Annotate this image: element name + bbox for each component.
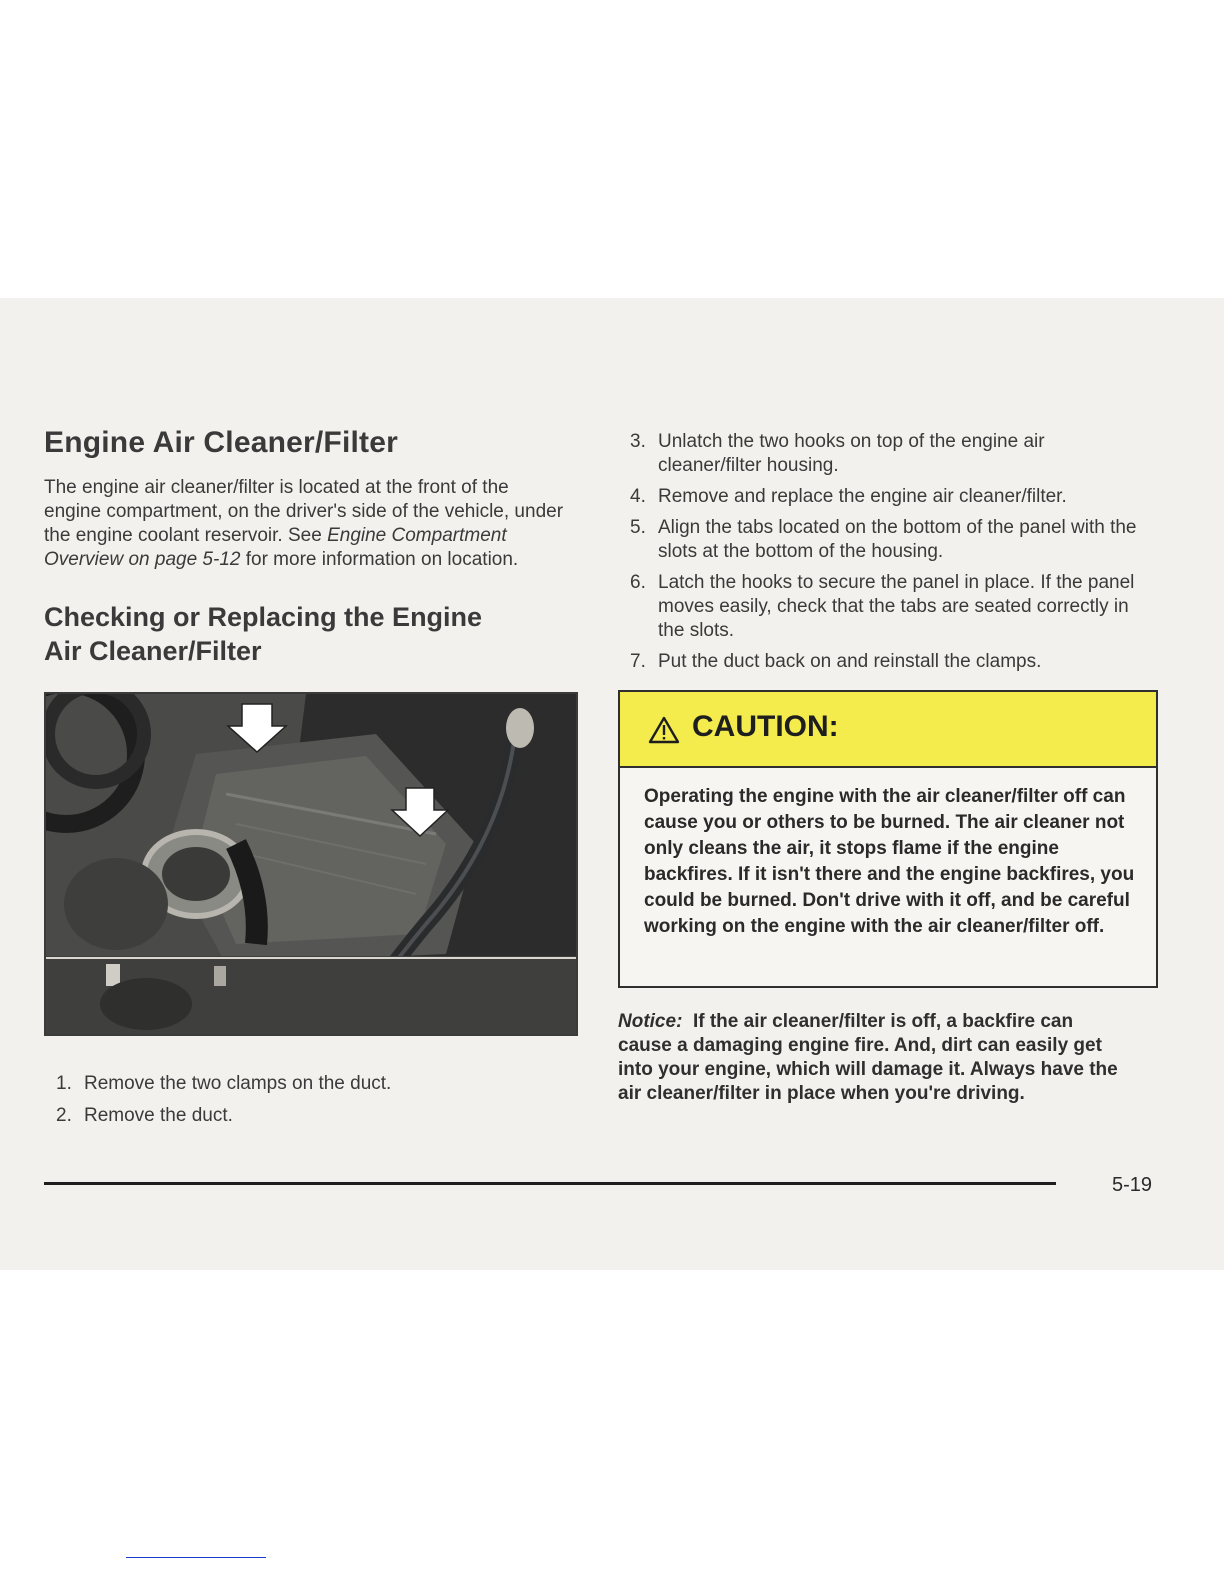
list-item bbox=[618, 516, 1148, 564]
warning-triangle-icon bbox=[648, 716, 680, 744]
step-text: Remove the duct. bbox=[84, 1105, 233, 1126]
intro-text-1: The engine air cleaner/filter is located at the front of the engine compartment, on the driver's side of the vehicle, under the engine coolant reservoir. See bbox=[44, 477, 564, 546]
notice-paragraph bbox=[618, 1010, 1118, 1106]
list-item bbox=[618, 430, 1148, 478]
step-number: 3. bbox=[630, 431, 646, 452]
step-text: Align the tabs located on the bottom of the panel with the slots at the bottom of the housing. bbox=[658, 517, 1137, 562]
engine-air-cleaner-photo bbox=[44, 692, 578, 1036]
step-text: Remove and replace the engine air cleaner/filter. bbox=[658, 486, 1067, 507]
subsection-title-line-2: Air Cleaner/Filter bbox=[44, 636, 262, 666]
list-item bbox=[44, 1072, 584, 1096]
footer-rule bbox=[44, 1182, 1056, 1185]
intro-text-2: for more information on location. bbox=[240, 549, 519, 570]
step-text: Latch the hooks to secure the panel in place. If the panel moves easily, check that the tabs are seated correctly in the slots. bbox=[658, 572, 1135, 641]
step-number: 2. bbox=[56, 1105, 72, 1126]
step-number: 7. bbox=[630, 651, 646, 672]
link-underline-mark bbox=[126, 1557, 266, 1558]
page-number: 5-19 bbox=[1112, 1174, 1153, 1196]
step-number: 5. bbox=[630, 517, 646, 538]
caution-text: Operating the engine with the air cleaner/filter off can cause you or others to be burned. The air cleaner not only cleans the air, it stops flame if the engine backfires. If it isn't there and the engine backfires, you could be burned. Don't drive with it off, and be careful working on the engine with the air cleaner/filter off. bbox=[644, 786, 1135, 937]
steps-list-right bbox=[618, 430, 1148, 674]
list-item bbox=[618, 650, 1148, 674]
caution-box bbox=[618, 690, 1158, 988]
engine-photo-illustration bbox=[46, 694, 576, 1034]
subsection-title-line-1: Checking or Replacing the Engine bbox=[44, 602, 483, 632]
step-number: 1. bbox=[56, 1073, 72, 1094]
notice-text: If the air cleaner/filter is off, a backfire can cause a damaging engine fire. And, dirt can easily get into your engine, which will damage it. Always have the air cleaner/filter in place when you're driving. bbox=[618, 1011, 1118, 1104]
step-text: Put the duct back on and reinstall the clamps. bbox=[658, 651, 1042, 672]
step-text: Unlatch the two hooks on top of the engine air cleaner/filter housing. bbox=[658, 431, 1045, 476]
step-text: Remove the two clamps on the duct. bbox=[84, 1073, 392, 1094]
list-item bbox=[44, 1104, 584, 1128]
intro-cross-reference: Engine Compartment Overview on page 5-12 bbox=[44, 525, 507, 570]
caution-header bbox=[620, 692, 1156, 768]
section-title: Engine Air Cleaner/Filter bbox=[44, 426, 398, 459]
list-item bbox=[618, 571, 1148, 643]
manual-page bbox=[0, 298, 1224, 1270]
subsection-heading bbox=[44, 600, 584, 668]
step-number: 6. bbox=[630, 572, 646, 593]
caution-label: CAUTION: bbox=[692, 710, 839, 743]
intro-paragraph bbox=[44, 476, 564, 572]
step-number: 4. bbox=[630, 486, 646, 507]
notice-label: Notice: bbox=[618, 1011, 683, 1032]
list-item bbox=[618, 485, 1148, 509]
steps-list-left bbox=[44, 1072, 584, 1128]
